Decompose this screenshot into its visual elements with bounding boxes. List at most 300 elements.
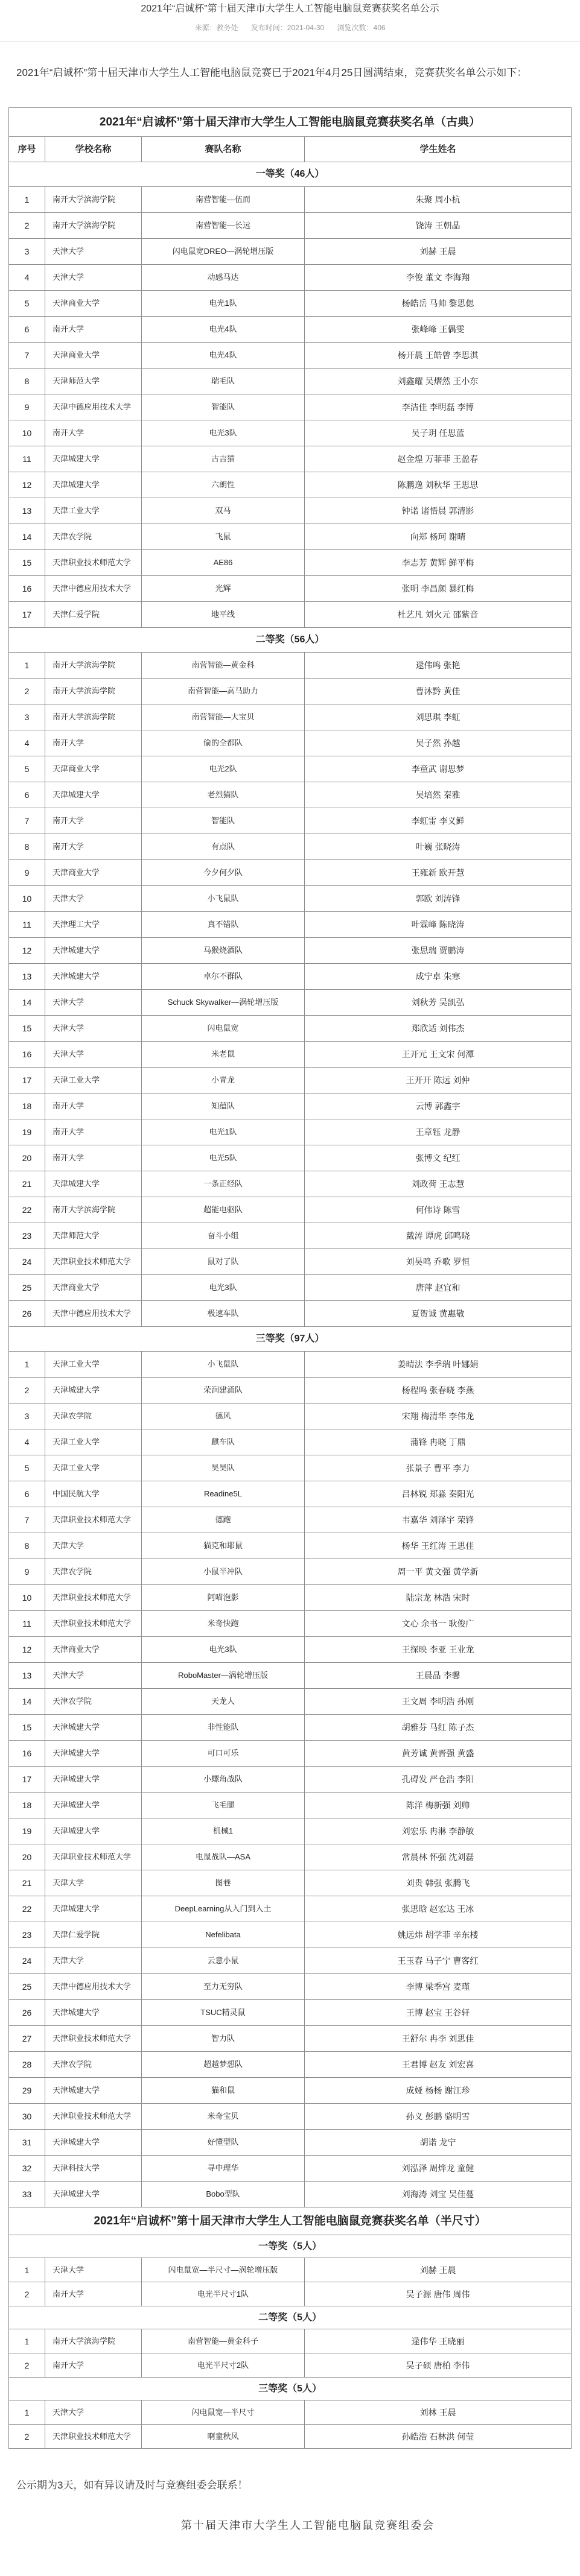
cell-team: 云意小鼠 <box>142 1948 305 1974</box>
cell-students: 刘赫 王晨 <box>305 239 572 265</box>
cell-school: 天津城建大学 <box>45 938 142 964</box>
cell-team: 电光1队 <box>142 1119 305 1145</box>
cell-students: 曹沐黔 黄佳 <box>305 679 572 704</box>
cell-team: 闪电鼠宽DREO—涡轮增压版 <box>142 239 305 265</box>
table-row <box>9 990 572 1016</box>
cell-team: 一条正经队 <box>142 1171 305 1197</box>
cell-index: 20 <box>9 1844 45 1870</box>
table-row <box>9 1171 572 1197</box>
cell-index: 5 <box>9 1455 45 1481</box>
award-tables <box>8 107 571 2449</box>
cell-students: 成娅 杨杨 谢江珍 <box>305 2078 572 2104</box>
cell-school: 天津城建大学 <box>45 2130 142 2156</box>
cell-school: 天津大学 <box>45 2258 142 2282</box>
cell-school: 天津城建大学 <box>45 2182 142 2207</box>
cell-students: 吴子硕 唐柏 李伟 <box>305 2353 572 2378</box>
award-level-label: 二等奖（56人） <box>9 628 572 653</box>
cell-school: 南开大学 <box>45 730 142 756</box>
table-row <box>9 1507 572 1533</box>
table-header-row <box>9 137 572 162</box>
cell-school: 天津城建大学 <box>45 1378 142 1404</box>
cell-index: 1 <box>9 2329 45 2353</box>
page-title: 2021年“启诚杯”第十届天津市大学生人工智能电脑鼠竞赛获奖名单公示 <box>141 4 439 14</box>
cell-school: 天津职业技术师范大学 <box>45 1611 142 1637</box>
table-row <box>9 1016 572 1042</box>
table-row <box>9 1793 572 1818</box>
table-row <box>9 679 572 704</box>
cell-students: 叶巍 张晓涛 <box>305 834 572 860</box>
cell-index: 1 <box>9 2400 45 2425</box>
table-row <box>9 2026 572 2052</box>
cell-students: 逯伟华 王晓丽 <box>305 2329 572 2353</box>
cell-team: 电光半尺寸1队 <box>142 2282 305 2306</box>
cell-team: 老烈猫队 <box>142 782 305 808</box>
table-row <box>9 2078 572 2104</box>
cell-students: 吴子源 唐伟 周伟 <box>305 2282 572 2306</box>
table-row <box>9 1559 572 1585</box>
cell-school: 南开大学滨海学院 <box>45 653 142 679</box>
meta-source: 来源：教务处 <box>194 24 238 32</box>
cell-students: 王雍新 欧开慧 <box>305 860 572 886</box>
cell-students: 唐萍 赵宜和 <box>305 1275 572 1301</box>
table-row <box>9 1223 572 1249</box>
cell-students: 戴涛 谭虎 邱鸣晓 <box>305 1223 572 1249</box>
cell-team: 猫和鼠 <box>142 2078 305 2104</box>
cell-index: 1 <box>9 1352 45 1378</box>
cell-index: 6 <box>9 317 45 343</box>
table-row <box>9 420 572 446</box>
table-row <box>9 524 572 550</box>
cell-school: 天津职业技术师范大学 <box>45 2425 142 2449</box>
cell-index: 6 <box>9 1481 45 1507</box>
cell-index: 4 <box>9 265 45 291</box>
cell-team: 智能队 <box>142 808 305 834</box>
cell-school: 南开大学 <box>45 2282 142 2306</box>
cell-index: 5 <box>9 291 45 317</box>
cell-students: 王探映 李亚 王业龙 <box>305 1637 572 1663</box>
cell-school: 天津商业大学 <box>45 291 142 317</box>
table-row <box>9 2000 572 2026</box>
table-row <box>9 2052 572 2078</box>
cell-school: 天津工业大学 <box>45 498 142 524</box>
table-row <box>9 1404 572 1429</box>
cell-team: 可口可乐 <box>142 1741 305 1767</box>
cell-team: 六朗性 <box>142 472 305 498</box>
table-row <box>9 1275 572 1301</box>
table-row <box>9 446 572 472</box>
table-row <box>9 2130 572 2156</box>
table-row <box>9 550 572 576</box>
cell-students: 逯伟鸣 张艳 <box>305 653 572 679</box>
table-row <box>9 1689 572 1715</box>
cell-school: 天津商业大学 <box>45 860 142 886</box>
cell-index: 11 <box>9 1611 45 1637</box>
cell-index: 9 <box>9 860 45 886</box>
cell-index: 10 <box>9 420 45 446</box>
cell-index: 9 <box>9 394 45 420</box>
table-title-row <box>9 108 572 137</box>
cell-index: 2 <box>9 679 45 704</box>
cell-index: 30 <box>9 2104 45 2130</box>
cell-school: 天津农学院 <box>45 1559 142 1585</box>
cell-team: 米老鼠 <box>142 1042 305 1068</box>
table-row <box>9 576 572 602</box>
cell-index: 27 <box>9 2026 45 2052</box>
table-row <box>9 1481 572 1507</box>
cell-students: 刘赫 王晨 <box>305 2258 572 2282</box>
cell-school: 天津城建大学 <box>45 2078 142 2104</box>
table-row <box>9 187 572 213</box>
cell-index: 32 <box>9 2156 45 2182</box>
cell-school: 南开大学 <box>45 2353 142 2378</box>
table-row <box>9 2329 572 2353</box>
table-row <box>9 1896 572 1922</box>
cell-school: 南开大学 <box>45 1093 142 1119</box>
cell-index: 5 <box>9 756 45 782</box>
cell-index: 9 <box>9 1559 45 1585</box>
award-level-label: 一等奖（46人） <box>9 162 572 187</box>
cell-school: 南开大学 <box>45 420 142 446</box>
cell-students: 李志芳 黄辉 鲜平梅 <box>305 550 572 576</box>
table-row <box>9 2282 572 2306</box>
meta-date: 发布时间：2021-04-30 <box>250 24 325 32</box>
cell-index: 12 <box>9 472 45 498</box>
cell-index: 22 <box>9 1197 45 1223</box>
cell-index: 33 <box>9 2182 45 2207</box>
cell-school: 天津大学 <box>45 2400 142 2425</box>
cell-school: 南开大学 <box>45 1119 142 1145</box>
cell-team: 小飞鼠队 <box>142 1352 305 1378</box>
table-row <box>9 1663 572 1689</box>
cell-students: 王晨晶 李馨 <box>305 1663 572 1689</box>
table-row <box>9 2425 572 2449</box>
cell-index: 28 <box>9 2052 45 2078</box>
cell-students: 王文周 李明浩 孙刚 <box>305 1689 572 1715</box>
cell-team: 鼠对了队 <box>142 1249 305 1275</box>
table-row <box>9 1741 572 1767</box>
cell-students: 宋翔 梅清华 李伟龙 <box>305 1404 572 1429</box>
cell-students: 王开开 陈远 刘仲 <box>305 1068 572 1093</box>
cell-team: 奋斗小组 <box>142 1223 305 1249</box>
cell-school: 南开大学滨海学院 <box>45 2329 142 2353</box>
cell-school: 天津工业大学 <box>45 1455 142 1481</box>
cell-school: 天津商业大学 <box>45 1275 142 1301</box>
cell-team: 南营智能—黄金科子 <box>142 2329 305 2353</box>
cell-students: 吴培然 秦雅 <box>305 782 572 808</box>
table-row <box>9 2400 572 2425</box>
award-level-label: 一等奖（5人） <box>9 2235 572 2258</box>
cell-team: 德风 <box>142 1404 305 1429</box>
cell-students: 刘思琪 李虹 <box>305 704 572 730</box>
cell-index: 22 <box>9 1896 45 1922</box>
cell-students: 王舒尔 冉李 刘思佳 <box>305 2026 572 2052</box>
cell-students: 孙皓浩 石林洪 何莹 <box>305 2425 572 2449</box>
table-row <box>9 782 572 808</box>
cell-school: 天津职业技术师范大学 <box>45 2026 142 2052</box>
cell-index: 7 <box>9 1507 45 1533</box>
cell-index: 29 <box>9 2078 45 2104</box>
cell-school: 天津职业技术师范大学 <box>45 2104 142 2130</box>
column-header-index: 序号 <box>9 137 45 162</box>
cell-school: 南开大学 <box>45 808 142 834</box>
table-row <box>9 1145 572 1171</box>
page-header <box>0 0 580 42</box>
table-row <box>9 2156 572 2182</box>
cell-students: 黄芳诚 黄晋强 黄盛 <box>305 1741 572 1767</box>
cell-team: 飞鼠 <box>142 524 305 550</box>
cell-students: 朱聚 周小杭 <box>305 187 572 213</box>
cell-index: 7 <box>9 808 45 834</box>
table-row <box>9 1611 572 1637</box>
cell-index: 6 <box>9 782 45 808</box>
cell-index: 2 <box>9 213 45 239</box>
cell-team: 南营智能—伍而 <box>142 187 305 213</box>
cell-students: 夏贺诚 黄惠敬 <box>305 1301 572 1327</box>
cell-index: 1 <box>9 2258 45 2282</box>
table-row <box>9 265 572 291</box>
cell-team: 德跑 <box>142 1507 305 1533</box>
cell-students: 吴子玥 任思蓝 <box>305 420 572 446</box>
cell-students: 陈洋 梅新强 刘帅 <box>305 1793 572 1818</box>
cell-school: 天津城建大学 <box>45 964 142 990</box>
cell-index: 2 <box>9 2353 45 2378</box>
award-level-label: 二等奖（5人） <box>9 2306 572 2329</box>
cell-school: 南开大学滨海学院 <box>45 704 142 730</box>
cell-team: 南营智能—黄金科 <box>142 653 305 679</box>
cell-team: 电光5队 <box>142 1145 305 1171</box>
cell-index: 2 <box>9 1378 45 1404</box>
cell-school: 天津大学 <box>45 265 142 291</box>
cell-school: 天津农学院 <box>45 2052 142 2078</box>
cell-school: 天津农学院 <box>45 1689 142 1715</box>
cell-index: 7 <box>9 343 45 369</box>
cell-team: 电光4队 <box>142 317 305 343</box>
cell-team: 超越梦想队 <box>142 2052 305 2078</box>
cell-team: TSUC精灵鼠 <box>142 2000 305 2026</box>
cell-students: 王开元 王文宋 何潭 <box>305 1042 572 1068</box>
table-row <box>9 1119 572 1145</box>
table-row <box>9 1637 572 1663</box>
cell-index: 12 <box>9 1637 45 1663</box>
cell-team: 古吉猫 <box>142 446 305 472</box>
cell-team: 电光3队 <box>142 1275 305 1301</box>
table-row <box>9 1870 572 1896</box>
table-row <box>9 834 572 860</box>
table-row <box>9 239 572 265</box>
table-row <box>9 1818 572 1844</box>
table-row <box>9 1068 572 1093</box>
award-level-row <box>9 1327 572 1352</box>
cell-index: 2 <box>9 2425 45 2449</box>
cell-index: 16 <box>9 576 45 602</box>
cell-students: 张景子 曹平 李力 <box>305 1455 572 1481</box>
cell-school: 天津理工大学 <box>45 912 142 938</box>
cell-school: 天津城建大学 <box>45 446 142 472</box>
cell-index: 4 <box>9 730 45 756</box>
cell-index: 4 <box>9 1429 45 1455</box>
cell-index: 3 <box>9 704 45 730</box>
cell-school: 天津职业技术师范大学 <box>45 1249 142 1275</box>
cell-index: 11 <box>9 912 45 938</box>
table-row <box>9 653 572 679</box>
cell-students: 杨程鸣 张春晓 李燕 <box>305 1378 572 1404</box>
award-level-row <box>9 2378 572 2400</box>
cell-students: 常晨林 怀强 沈刘磊 <box>305 1844 572 1870</box>
cell-students: 吴子然 孙越 <box>305 730 572 756</box>
cell-students: 文心 余书一 耿俊广 <box>305 1611 572 1637</box>
cell-index: 18 <box>9 1793 45 1818</box>
cell-school: 天津城建大学 <box>45 1793 142 1818</box>
cell-students: 蒲锋 冉晓 丁鼎 <box>305 1429 572 1455</box>
cell-index: 26 <box>9 1301 45 1327</box>
cell-school: 天津城建大学 <box>45 2000 142 2026</box>
cell-team: 电鼠战队—ASA <box>142 1844 305 1870</box>
cell-team: 小螺角战队 <box>142 1767 305 1793</box>
cell-students: 叶霖峰 陈晓涛 <box>305 912 572 938</box>
cell-team: 智能队 <box>142 394 305 420</box>
cell-students: 孔碍发 严仓浩 李阳 <box>305 1767 572 1793</box>
cell-students: 刘鑫耀 吴熠然 王小东 <box>305 369 572 394</box>
award-table-classic <box>8 107 572 2207</box>
cell-team: 南营智能—高马助力 <box>142 679 305 704</box>
cell-team: 米奇快跑 <box>142 1611 305 1637</box>
table-row <box>9 498 572 524</box>
cell-index: 13 <box>9 964 45 990</box>
cell-students: 韦嘉华 刘泽宇 荣锋 <box>305 1507 572 1533</box>
cell-students: 刘政荷 王志慧 <box>305 1171 572 1197</box>
cell-team: 光辉 <box>142 576 305 602</box>
cell-team: 马猴烧酒队 <box>142 938 305 964</box>
cell-school: 南开大学 <box>45 834 142 860</box>
cell-school: 天津大学 <box>45 886 142 912</box>
cell-school: 天津城建大学 <box>45 1171 142 1197</box>
cell-students: 姜晴法 李季瑞 叶娜娟 <box>305 1352 572 1378</box>
cell-school: 南开大学滨海学院 <box>45 187 142 213</box>
cell-team: 机械1 <box>142 1818 305 1844</box>
cell-team: Bobo型队 <box>142 2182 305 2207</box>
cell-index: 15 <box>9 1715 45 1741</box>
cell-school: 南开大学滨海学院 <box>45 213 142 239</box>
cell-students: 刘海涛 刘宝 吴佳蔓 <box>305 2182 572 2207</box>
cell-school: 天津师范大学 <box>45 1223 142 1249</box>
table-row <box>9 1093 572 1119</box>
column-header-team: 赛队名称 <box>142 137 305 162</box>
cell-students: 刘林 王晨 <box>305 2400 572 2425</box>
table-row <box>9 472 572 498</box>
cell-students: 张博文 纪红 <box>305 1145 572 1171</box>
table-row <box>9 1455 572 1481</box>
table-row <box>9 1533 572 1559</box>
table-row <box>9 1585 572 1611</box>
cell-team: 今夕何夕队 <box>142 860 305 886</box>
table-row <box>9 938 572 964</box>
cell-team: 南营智能—长远 <box>142 213 305 239</box>
cell-index: 15 <box>9 1016 45 1042</box>
cell-school: 天津大学 <box>45 1042 142 1068</box>
cell-school: 天津大学 <box>45 1948 142 1974</box>
cell-team: 地平线 <box>142 602 305 628</box>
cell-index: 24 <box>9 1249 45 1275</box>
meta-views: 浏览次数：406 <box>337 24 386 32</box>
table-row <box>9 213 572 239</box>
cell-students: 张峰峰 王偶雯 <box>305 317 572 343</box>
cell-team: Nefelibata <box>142 1922 305 1948</box>
signature-text: 第十届天津市大学生人工智能电脑鼠竞赛组委会 <box>181 2519 435 2531</box>
table-row <box>9 394 572 420</box>
cell-team: 寻中理华 <box>142 2156 305 2182</box>
cell-index: 31 <box>9 2130 45 2156</box>
cell-team: Readine5L <box>142 1481 305 1507</box>
cell-school: 天津城建大学 <box>45 1767 142 1793</box>
table-row <box>9 1042 572 1068</box>
cell-index: 11 <box>9 446 45 472</box>
cell-school: 天津商业大学 <box>45 756 142 782</box>
cell-school: 天津仁爱学院 <box>45 602 142 628</box>
cell-students: 赵金煌 万菲菲 王盈春 <box>305 446 572 472</box>
cell-students: 张思瑞 贾鹏涛 <box>305 938 572 964</box>
cell-school: 天津大学 <box>45 1016 142 1042</box>
column-header-school: 学校名称 <box>45 137 142 162</box>
table-row <box>9 1715 572 1741</box>
cell-school: 天津农学院 <box>45 1404 142 1429</box>
column-header-students: 学生姓名 <box>305 137 572 162</box>
cell-team: 小青龙 <box>142 1068 305 1093</box>
cell-students: 胡雅芬 马红 陈子杰 <box>305 1715 572 1741</box>
cell-students: 饶涛 王朝晶 <box>305 213 572 239</box>
cell-students: 王玉春 马子宁 曹客红 <box>305 1948 572 1974</box>
cell-students: 云博 郭鑫宇 <box>305 1093 572 1119</box>
cell-team: 阿喵泡影 <box>142 1585 305 1611</box>
table-row <box>9 756 572 782</box>
cell-index: 8 <box>9 834 45 860</box>
table-row <box>9 2353 572 2378</box>
cell-team: 小飞鼠队 <box>142 886 305 912</box>
table-row <box>9 1197 572 1223</box>
cell-team: 啊童秋风 <box>142 2425 305 2449</box>
cell-index: 19 <box>9 1119 45 1145</box>
award-level-row <box>9 628 572 653</box>
cell-team: 知蕴队 <box>142 1093 305 1119</box>
cell-school: 南开大学滨海学院 <box>45 679 142 704</box>
table-row <box>9 2258 572 2282</box>
cell-school: 南开大学 <box>45 1145 142 1171</box>
award-level-row <box>9 162 572 187</box>
notice-text: 公示期为3天，如有异议请及时与竞赛组委会联系！ <box>16 2479 248 2491</box>
table-row <box>9 2182 572 2207</box>
table-row <box>9 1301 572 1327</box>
page-meta <box>0 22 580 33</box>
cell-index: 23 <box>9 1922 45 1948</box>
cell-school: 天津城建大学 <box>45 1896 142 1922</box>
cell-index: 17 <box>9 602 45 628</box>
cell-school: 天津职业技术师范大学 <box>45 1844 142 1870</box>
cell-students: 刘贵 韩强 张腾飞 <box>305 1870 572 1896</box>
table-row <box>9 1974 572 2000</box>
cell-team: 真不错队 <box>142 912 305 938</box>
cell-students: 钟诺 诸悟晨 郭清影 <box>305 498 572 524</box>
cell-team: 超能电驱队 <box>142 1197 305 1223</box>
cell-students: 陈鹏逸 刘秋华 王思思 <box>305 472 572 498</box>
cell-school: 天津职业技术师范大学 <box>45 1585 142 1611</box>
table-row <box>9 886 572 912</box>
cell-index: 18 <box>9 1093 45 1119</box>
cell-index: 3 <box>9 239 45 265</box>
cell-team: 有点队 <box>142 834 305 860</box>
cell-school: 天津工业大学 <box>45 1352 142 1378</box>
cell-students: 何伟诗 陈雪 <box>305 1197 572 1223</box>
cell-index: 25 <box>9 1974 45 2000</box>
cell-index: 20 <box>9 1145 45 1171</box>
